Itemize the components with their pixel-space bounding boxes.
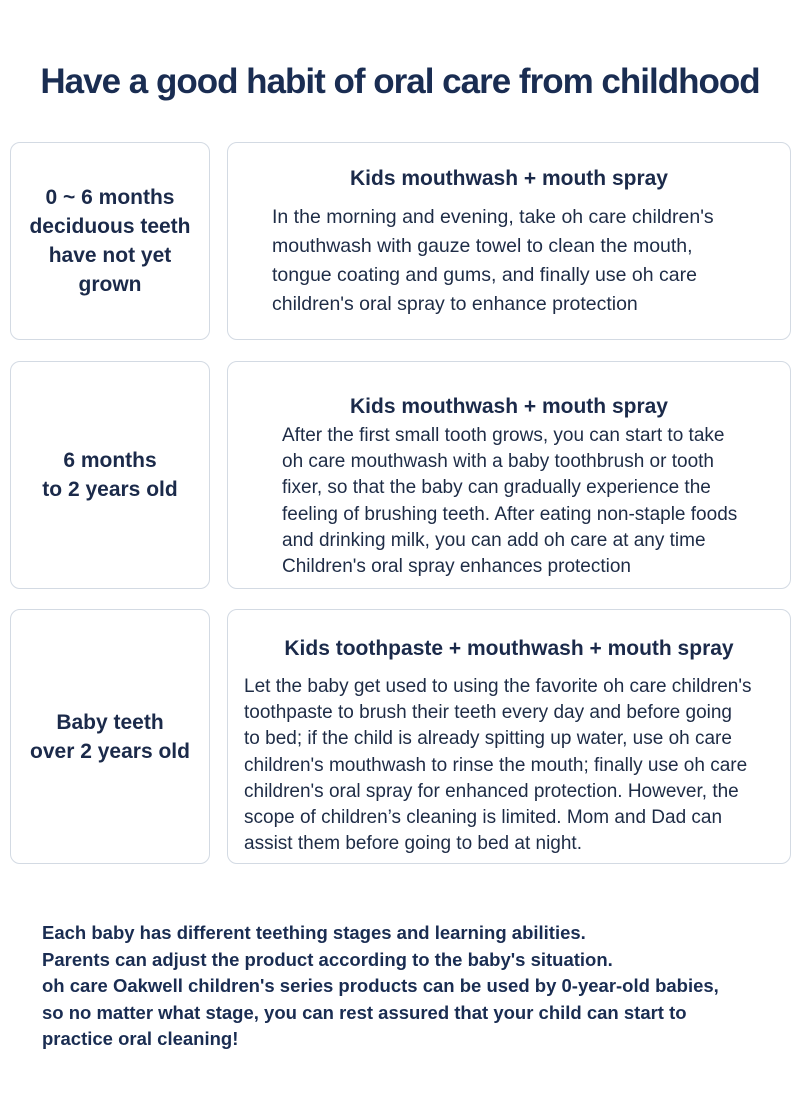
footer-line: oh care Oakwell children's series products can be used by 0-year-old babies, xyxy=(42,975,719,996)
footer-line: so no matter what stage, you can rest assured that your child can start to xyxy=(42,1001,687,1023)
footer-line: practice oral cleaning! xyxy=(42,1028,239,1049)
page-title: Have a good habit of oral care from childhood xyxy=(40,62,760,101)
stage-card-6-months-2-years xyxy=(10,361,210,589)
stage-label: Baby teeth over 2 years old xyxy=(30,710,190,763)
content-card-6-months-2-years xyxy=(227,361,791,589)
footer-note xyxy=(42,920,792,1053)
instructions-text: After the first small tooth grows, you can start to take oh care mouthwash with a baby toothbrush or tooth fixer, so that the baby can gradually experience the feeling of brushing teeth. After eating non-staple foods and drinking milk, you can add oh care at any time Children's oral spray enhances protection xyxy=(282,425,738,578)
instructions-text: Let the baby get used to using the favorite oh care children's toothpaste to brush their teeth every day and before going to bed; if the child is already spitting up water, use oh care children's mouthwash to rinse the mouth; finally use oh care children's oral spray for enhanced protection. However, the scope of children’s cleaning is limited. Mom and Dad can assist them before going to bed at night. xyxy=(244,676,752,855)
instructions-text: In the morning and evening, take oh care children's mouthwash with gauze towel to clean the mouth, tongue coating and gums, and finally use oh care children's oral spray to enhance protection xyxy=(272,206,714,315)
product-heading: Kids mouthwash + mouth spray xyxy=(350,167,668,190)
footer-line: Parents can adjust the product according to the baby's situation. xyxy=(42,948,613,970)
stage-card-over-2-years xyxy=(10,609,210,864)
stage-label: 6 months to 2 years old xyxy=(42,449,178,501)
product-heading: Kids mouthwash + mouth spray xyxy=(350,395,668,418)
content-card-over-2-years xyxy=(227,609,791,864)
stage-card-0-6-months xyxy=(10,142,210,340)
stage-label: 0 ~ 6 months deciduous teeth have not yet grown xyxy=(29,186,191,296)
content-card-0-6-months xyxy=(227,142,791,340)
footer-line: Each baby has different teething stages and learning abilities. xyxy=(42,922,586,943)
product-heading: Kids toothpaste + mouthwash + mouth spray xyxy=(284,637,734,660)
